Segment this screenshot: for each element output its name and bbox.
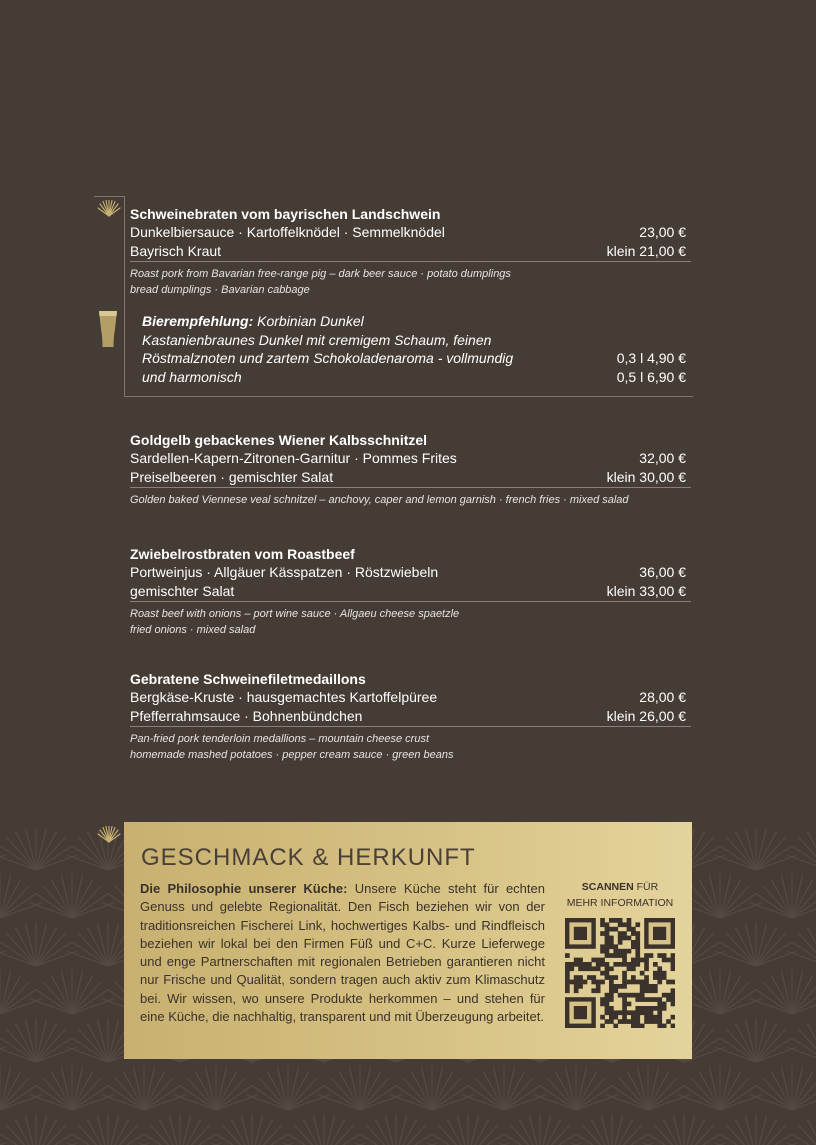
english-line: Roast beef with onions – port wine sauce · Allgaeu cheese spaetzle: [130, 608, 460, 620]
info-lead: Die Philosophie unserer Küche:: [140, 881, 348, 896]
dish-name: Goldgelb gebackenes Wiener Kalbsschnitzel: [130, 432, 428, 448]
dish-description: Portweinjus · Allgäuer Kässpatzen · Röstzwiebeln: [130, 564, 439, 580]
dish-price: klein 33,00 €: [606, 582, 686, 599]
divider: [130, 487, 691, 488]
dish-description: Bergkäse-Kruste · hausgemachtes Kartoffelpüree: [130, 689, 438, 705]
english-line: Pan-fried pork tenderloin medallions – mountain cheese crust: [130, 733, 429, 745]
dish-description: Dunkelbiersauce · Kartoffelknödel · Semmelknödel: [130, 224, 445, 240]
dish-row: [130, 563, 686, 582]
beer-name: Korbinian Dunkel: [253, 313, 364, 329]
menu-item: [130, 670, 686, 763]
beer-glass-icon: [97, 309, 119, 349]
dish-row: [130, 468, 686, 487]
beer-price-small: 0,3 l 4,90 €: [616, 350, 686, 366]
dish-row: [130, 223, 686, 242]
info-panel: [124, 822, 692, 1059]
menu-item: [130, 431, 686, 508]
dish-row: [130, 242, 686, 261]
dish-row: [130, 449, 686, 468]
scan-line-2: MEHR INFORMATION: [566, 897, 674, 909]
beer-label: Bierempfehlung:: [142, 313, 254, 329]
box-top-rule: [94, 196, 125, 197]
dish-row: [130, 582, 686, 601]
divider: [130, 601, 691, 602]
dish-price: 32,00 €: [639, 450, 686, 466]
dish-english: [130, 731, 686, 763]
dish-description: Bayrisch Kraut: [130, 242, 222, 259]
beer-row: [142, 349, 686, 368]
beer-row: [142, 368, 686, 387]
fan-ornament-icon: [97, 200, 121, 217]
beer-recommendation: [142, 312, 686, 386]
beer-line: Röstmalznoten und zartem Schokoladenaroma - vollmundig: [142, 350, 514, 366]
scan-rest: FÜR: [633, 881, 659, 893]
dish-description: Preiselbeeren · gemischter Salat: [130, 468, 334, 485]
divider: [130, 261, 691, 262]
menu-item: [130, 205, 686, 298]
dish-description: Pfefferrahmsauce · Bohnenbündchen: [130, 707, 363, 724]
dish-name: Zwiebelrostbraten vom Roastbeef: [130, 546, 355, 562]
menu-item: [130, 545, 686, 638]
english-line: Roast pork from Bavarian free-range pig – dark beer sauce · potato dumplings: [130, 268, 511, 280]
scan-hint: [558, 879, 682, 911]
qr-code[interactable]: [565, 918, 675, 1028]
english-line: bread dumplings · Bavarian cabbage: [130, 284, 310, 296]
dish-price: klein 21,00 €: [606, 242, 686, 259]
beer-title: [142, 312, 686, 331]
dish-row: [130, 688, 686, 707]
divider: [130, 726, 691, 727]
dish-row: [130, 707, 686, 726]
info-title: GESCHMACK & HERKUNFT: [141, 844, 476, 871]
dish-description: Sardellen-Kapern-Zitronen-Garnitur · Pommes Frites: [130, 450, 457, 466]
english-line: homemade mashed potatoes · pepper cream sauce · green beans: [130, 749, 454, 761]
info-text: [140, 880, 545, 1026]
info-body-text: Unsere Küche steht für echten Genuss und gelebte Regionalität. Den Fisch beziehen wir von der traditionsreichen Fischerei Link, hochwertiges Kalbs- und Rindfleisch beziehen wir lokal bei den Firmen Füß und C+C. Kurze Lieferwege und enge Partnerschaften mit regionalen Betrieben garantieren nicht nur Frische und Qualität, sondern tragen auch aktiv zum Klimaschutz bei. Wir wissen, wo unsere Produkte herkommen – und stehen für eine Küche, die nachhaltig, transparent und mit Überzeugung arbeitet.: [140, 881, 545, 1025]
dish-price: klein 30,00 €: [606, 468, 686, 485]
dish-english: [130, 266, 686, 298]
beer-line: und harmonisch: [142, 368, 242, 385]
scan-bold: SCANNEN: [581, 881, 634, 893]
dish-price: 23,00 €: [639, 224, 686, 240]
dish-price: 36,00 €: [639, 564, 686, 580]
dish-name: Schweinebraten vom bayrischen Landschwein: [130, 206, 441, 222]
beer-price-large: 0,5 l 6,90 €: [616, 368, 686, 385]
english-line: fried onions · mixed salad: [130, 624, 256, 636]
fan-ornament-icon: [97, 826, 121, 843]
english-line: Golden baked Viennese veal schnitzel – anchovy, caper and lemon garnish · french fries · mixed salad: [130, 494, 629, 506]
dish-english: [130, 492, 686, 508]
dish-price: klein 26,00 €: [606, 707, 686, 724]
dish-name: Gebratene Schweinefiletmedaillons: [130, 671, 366, 687]
dish-english: [130, 606, 686, 638]
dish-price: 28,00 €: [639, 689, 686, 705]
dish-description: gemischter Salat: [130, 582, 235, 599]
scan-line: [558, 879, 682, 895]
beer-line: Kastanienbraunes Dunkel mit cremigem Schaum, feinen: [142, 331, 492, 348]
